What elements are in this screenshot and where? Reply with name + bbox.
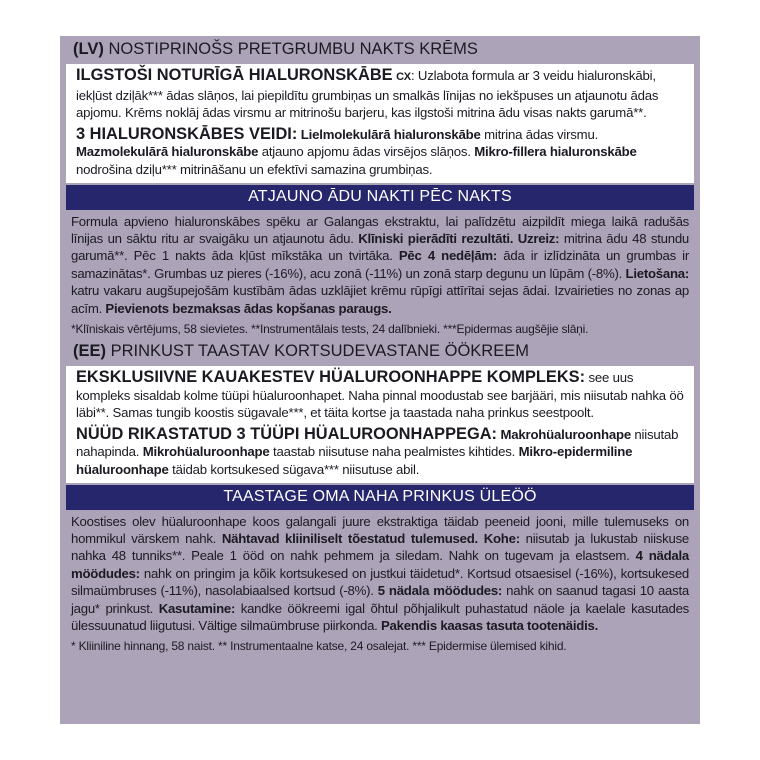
lv-body-text-3: āda ir izlīdzināta un grumbas ir samazinātas*. Grumbas uz pieres (-16%), acu zonā (-11%) un zonā starp degunu un lūpām (-8%). <box>71 248 690 281</box>
ee-paragraph-1 <box>76 369 686 422</box>
ee-p1-text: see uus kompleks sisaldab kolme tüüpi hüaluroonhapet. Naha pinnal moodustab see barjääri, mis niisutab nahka öö läbi**. Samas tungib koostis sügavale***, et täita kortse ja taastada naha prinkus seestpoolt. <box>76 370 684 421</box>
ee-p2-heading: NÜÜD RIKASTATUD 3 TÜÜPI HÜALUROONHAPPEGA: <box>76 424 497 443</box>
ee-paragraph-2 <box>76 426 686 479</box>
ee-intro-box <box>66 366 694 483</box>
lv-p2-heading: 3 HIALURONSKĀBES VEIDI: <box>76 124 298 143</box>
ee-body-bold-1: Nähtavad kliiniliselt tõestatud tulemused. Kohe: <box>221 530 520 546</box>
ee-footnote: * Kliiniline hinnang, 58 naist. ** Instrumentaalne katse, 24 osalejat. *** Epidermise ülemised kihid. <box>71 639 567 654</box>
lv-body-bold-1: Klīniski pierādīti rezultāti. Uzreiz: <box>358 230 560 246</box>
ee-body-bold-2: 4 nädala möödudes: <box>71 548 689 581</box>
label-panel <box>60 36 700 724</box>
ee-p2-text-3: täidab kortsukesed sügava*** niisutuse abil. <box>168 461 420 477</box>
ee-banner: TAASTAGE OMA NAHA PRINKUS ÜLEÖÖ <box>66 485 694 510</box>
ee-p2-text-2: taastab niisutuse naha pealmistes kihtides. <box>269 444 519 460</box>
lv-banner: ATJAUNO ĀDU NAKTI PĒC NAKTS <box>66 185 694 210</box>
ee-p2-text-1: niisutab nahapinda. <box>76 426 679 460</box>
lv-footnote: *Klīniskais vērtējums, 58 sievietes. **Instrumentālais tests, 24 dalībnieki. ***Epidermas augšējie slāņi. <box>71 322 589 336</box>
lv-p1-heading: ILGSTOŠI NOTURĪGĀ HIALURONSKĀBE <box>76 66 393 84</box>
lv-p2-text-3: nodrošina dziļu*** mitrināšanu un efektīvi samazina grumbiņas. <box>76 161 433 177</box>
ee-p1-heading: EKSKLUSIIVNE KAUAKESTEV HÜALUROONHAPPE KOMPLEKS: <box>76 368 586 386</box>
lv-body-text-4: katru vakaru augšupejošām kustībām ādas uzklājiet krēmu rūpīgi attīrītai sejas ādai. Izvairieties no zonas ap acīm. <box>71 283 689 316</box>
ee-p2-bold-2: Mikrohüaluroonhape <box>142 444 270 460</box>
ee-body-text-2: niisutab ja lukustab niiskuse nahka 48 tunniks**. Peale 1 ööd on nahk pehmem ja siledam. Nahk on tugevam ja elastsem. <box>71 530 689 564</box>
lv-title <box>65 36 695 64</box>
ee-title <box>65 338 695 366</box>
ee-body <box>65 513 695 635</box>
lv-body-bold-4: Pievienots bezmaksas ādas kopšanas paraugs. <box>105 300 392 316</box>
lv-p2-text-2: atjauno apjomu ādas virsējos slāņos. <box>258 144 475 160</box>
lv-paragraph-1 <box>76 67 686 122</box>
lv-body-bold-3: Lietošana: <box>625 265 689 281</box>
ee-body-text-4: nahk on saanud tagasi 10 aasta jagu* prinkust. <box>71 583 689 616</box>
ee-body-bold-3: 5 nädala möödudes: <box>377 583 503 599</box>
lv-title-text: NOSTIPRINOŠS PRETGRUMBU NAKTS KRĒMS <box>108 40 478 58</box>
lv-body <box>65 213 695 317</box>
ee-body-text-3: nahk on pringim ja kõik kortsukesed on justkui täidetud*. Kortsud otsaesisel (-16%), kortsukesed silmaümbruses (-11%), nasolabiaalsed kortsud (-8%). <box>71 565 689 599</box>
ee-body-bold-5: Pakendis kaasas tasuta tootenäidis. <box>381 618 599 633</box>
lv-paragraph-2 <box>76 126 686 179</box>
lv-p1-text: : Uzlabota formula ar 3 veidu hialuronskābi, iekļūst dziļāk*** ādas slāņos, lai piepildītu grumbiņas un smalkās līnijas no iekšpuses un atjaunotu ādas apjomu. Krēms noklāj ādas virsmu ar mitrinošu barjeru, kas ilgstoši mitrina ādu visas nakts garumā**. <box>76 68 659 121</box>
lv-p2-bold-1: Lielmolekulārā hialuronskābe <box>300 126 481 142</box>
lv-body-bold-2: Pēc 4 nedēļām: <box>398 248 498 264</box>
ee-body-bold-4: Kasutamine: <box>158 600 236 616</box>
lv-p2-bold-3: Mikro-fillera hialuronskābe <box>474 144 637 160</box>
ee-title-code: (EE) <box>73 342 106 360</box>
ee-p2-bold-3: Mikro-epidermiline hüaluroonhape <box>76 444 633 477</box>
lv-intro-box <box>66 64 694 183</box>
ee-body-text-5: kandke öökreemi igal õhtul põhjalikult puhastatud näole ja kaelale kasutades ülessuunatud liigutusi. Vältige silmaümbruse piirkonda. <box>71 600 690 633</box>
lv-body-text-2: mitrina ādu 48 stundu garumā**. Pēc 1 nakts āda kļūst mīkstāka un tvirtāka. <box>71 230 689 264</box>
lv-title-code: (LV) <box>73 40 104 58</box>
lv-p2-text-1: mitrina ādas virsmu. <box>480 126 599 142</box>
lv-p2-bold-2: Mazmolekulārā hialuronskābe <box>76 144 259 160</box>
lv-cx-mark: CX <box>396 71 411 83</box>
ee-p2-bold-1: Makrohüaluroonhape <box>500 426 631 442</box>
ee-title-text: PRINKUST TAASTAV KORTSUDEVASTANE ÖÖKREEM <box>110 342 529 360</box>
lv-body-text-1: Formula apvieno hialuronskābes spēku ar Galangas ekstraktu, lai palīdzētu aizpildīt miega laikā radušās līnijas un sāktu ritu ar svaigāku un atjaunotu ādu. <box>71 213 689 246</box>
ee-body-text-1: Koostises olev hüaluroonhape koos galangali juure ekstraktiga täidab peeneid jooni, mille tulemuseks on hommikul värskem nahk. <box>71 513 689 546</box>
